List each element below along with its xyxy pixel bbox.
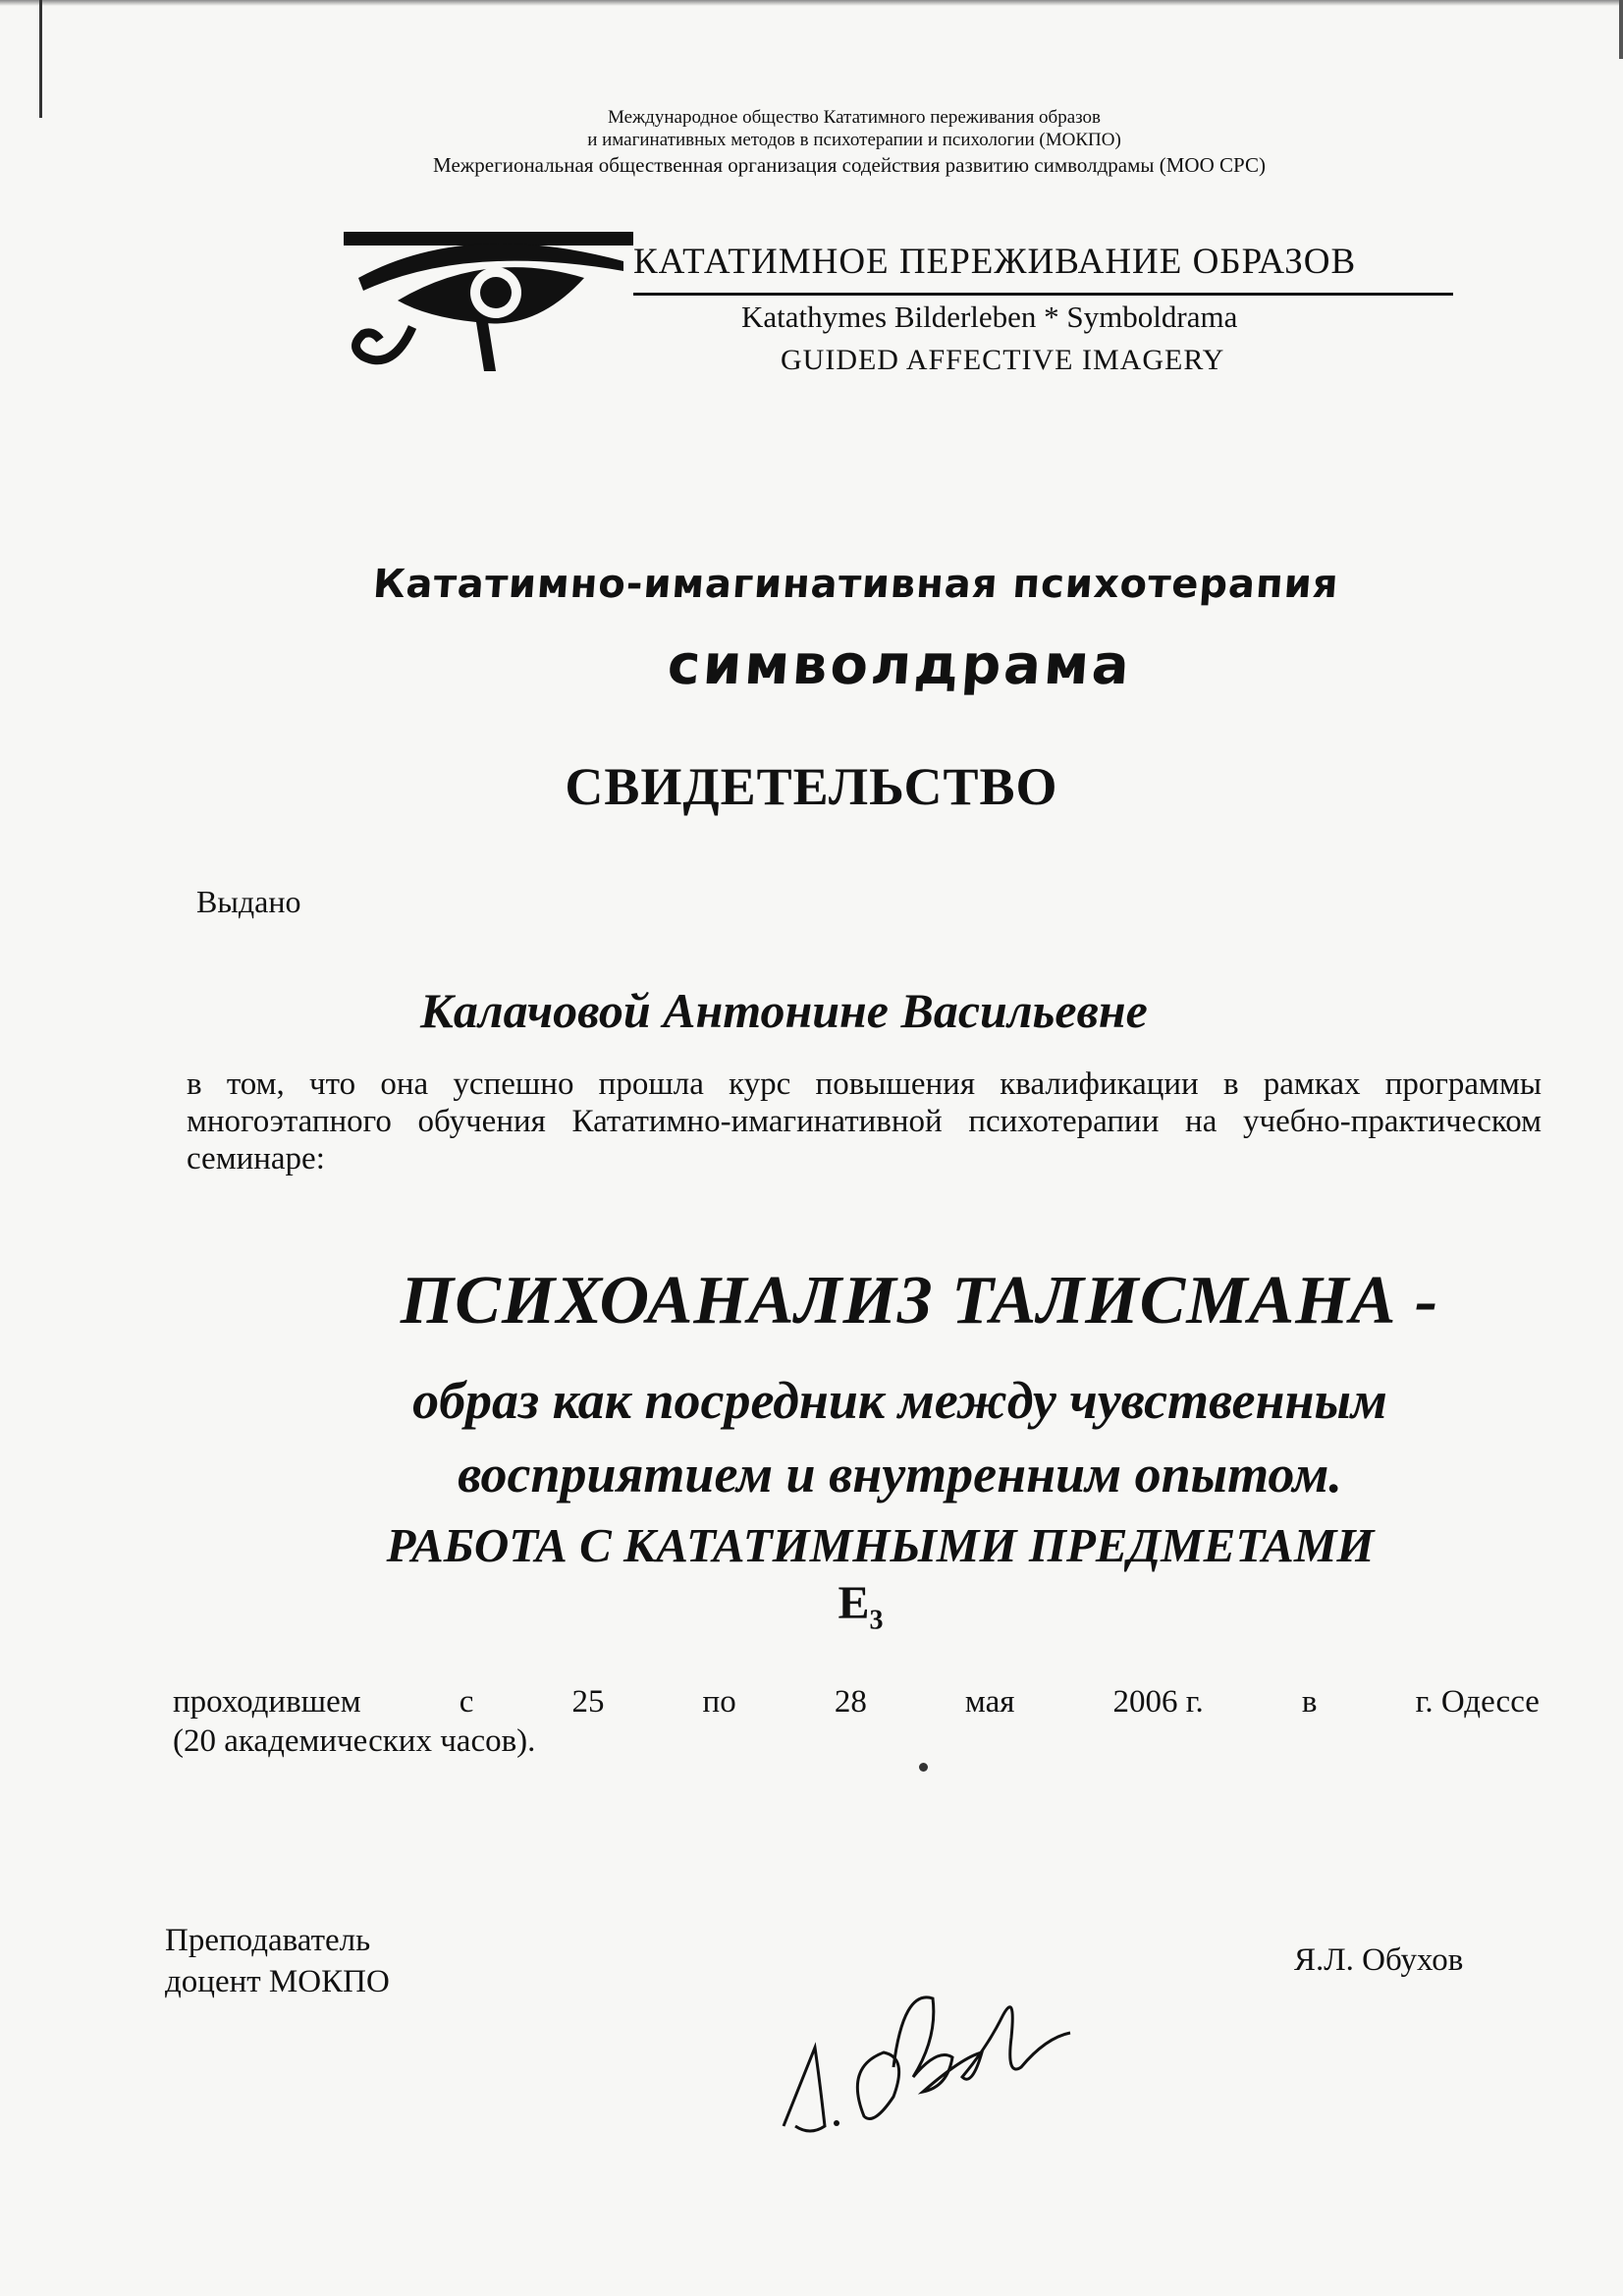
scan-edge-right xyxy=(1619,0,1623,59)
organization-line-1: Международное общество Кататимного переживания образов xyxy=(607,107,1102,128)
signature xyxy=(776,1979,1080,2146)
recipient-name: Калачовой Антонине Васильевне xyxy=(420,983,1148,1038)
issued-label: Выдано xyxy=(196,884,301,919)
scan-edge-left xyxy=(39,0,42,118)
dates-city: г. Одессе xyxy=(1415,1684,1540,1720)
seminar-title: ПСИХОАНАЛИЗ ТАЛИСМАНА - xyxy=(400,1263,1439,1339)
dates-word: по xyxy=(702,1684,736,1720)
teacher-role-line-1: Преподаватель xyxy=(165,1923,371,1958)
dates-word: проходившем xyxy=(173,1684,361,1720)
seminar-subtitle-line-2: восприятием и внутренним опытом. xyxy=(458,1445,1342,1503)
header-subtitle-de: Katathymes Bilderleben * Symboldrama xyxy=(741,300,1238,334)
organization-line-3: Межрегиональная общественная организация содействия развитию символдрамы (МОО СРС) xyxy=(433,153,1266,177)
scan-speck xyxy=(919,1763,928,1772)
dates-end-day: 28 xyxy=(834,1684,867,1720)
seminar-dates xyxy=(173,1684,1540,1721)
seminar-subtitle-line-1: образ как посредник между чувственным xyxy=(412,1371,1387,1430)
header-subtitle-en: GUIDED AFFECTIVE IMAGERY xyxy=(781,344,1225,376)
dates-year: 2006 г. xyxy=(1112,1684,1204,1720)
program-name-line-2: символдрама xyxy=(665,633,1135,697)
seminar-hours: (20 академических часов). xyxy=(173,1723,536,1759)
program-name-line-1: Кататимно-имагинативная психотерапия xyxy=(371,562,1341,607)
dates-word: с xyxy=(459,1684,474,1720)
document-title: СВИДЕТЕЛЬСТВО xyxy=(565,757,1058,816)
seminar-code xyxy=(49,1576,1623,1637)
organization-line-2: и имагинативных методов в психотерапии и психологии (МОКПО) xyxy=(587,130,1121,150)
seminar-subtitle-caps: РАБОТА С КАТАТИМНЫМИ ПРЕДМЕТАМИ xyxy=(386,1518,1375,1572)
teacher-role xyxy=(165,1920,390,2002)
header-rule xyxy=(633,293,1453,296)
seminar-code-letter: Е xyxy=(838,1577,870,1629)
header-title: КАТАТИМНОЕ ПЕРЕЖИВАНИЕ ОБРАЗОВ xyxy=(633,242,1357,282)
certificate-body: в том, что она успешно прошла курс повышения квалификации в рамках программы многоэтапного обучения Кататимно-имагинативной психотерапии на учебно-практическом семинаре: xyxy=(187,1066,1542,1176)
dates-month: мая xyxy=(964,1684,1015,1720)
scan-edge-top xyxy=(0,0,1623,6)
teacher-name: Я.Л. Обухов xyxy=(1294,1942,1464,1978)
dates-start-day: 25 xyxy=(571,1684,605,1720)
eye-of-horus-icon xyxy=(339,224,633,376)
dates-word: в xyxy=(1301,1684,1318,1720)
seminar-code-index: 3 xyxy=(869,1605,884,1636)
teacher-role-line-2: доцент МОКПО xyxy=(165,1964,390,1999)
